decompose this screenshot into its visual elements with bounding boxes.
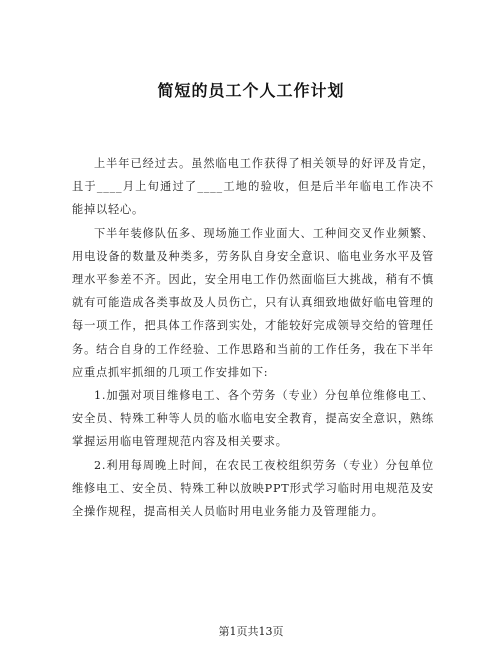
paragraph-item-1: 1.加强对项目维修电工、各个劳务（专业）分包单位维修电工、安全员、特殊工种等人员的临水临电安全教育，提高安全意识，熟练掌握运用临电管理规范内容及相关要求。 (72, 389, 434, 449)
document-body (72, 152, 434, 523)
paragraph-intro: 上半年已经过去。虽然临电工作获得了相关领导的好评及肯定，且于____月上旬通过了____工地的验收，但是后半年临电工作决不能掉以轻心。 (72, 157, 434, 217)
document-title: 简短的员工个人工作计划 (157, 81, 345, 100)
page-number: 第1页共13页 (218, 625, 284, 638)
paragraph-background: 下半年装修队伍多、现场施工作业面大、工种间交叉作业频繁、用电设备的数量及种类多，劳务队自身安全意识、临电业务水平及管理水平参差不齐。因此，安全用电工作仍然面临巨大挑战，稍有不慎就有可能造成各类事故及人员伤亡，只有认真细致地做好临电管理的每一项工作，把具体工作落到实处，才能较好完成领导交给的管理任务。结合自身的工作经验、工作思路和当前的工作任务，我在下半年应重点抓牢抓细的几项工作安排如下: (72, 226, 434, 379)
paragraph-item-2: 2.利用每周晚上时间，在农民工夜校组织劳务（专业）分包单位维修电工、安全员、特殊工种以放映PPT形式学习临时用电规范及安全操作规程，提高相关人员临时用电业务能力及管理能力。 (72, 458, 434, 519)
